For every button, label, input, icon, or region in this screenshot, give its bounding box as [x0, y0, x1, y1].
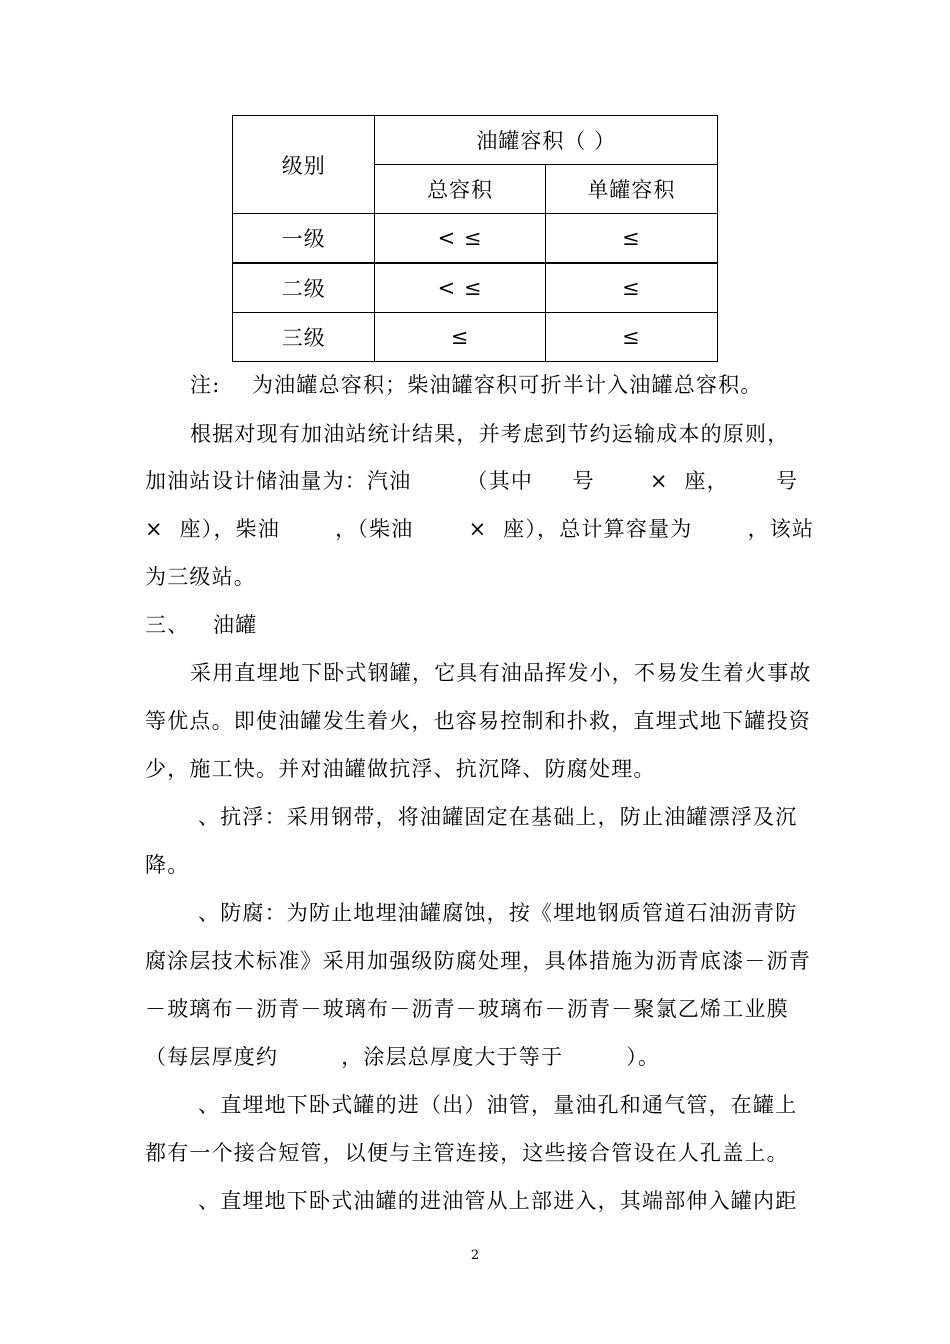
paragraph-line: －玻璃布－沥青－玻璃布－沥青－玻璃布－沥青－聚氯乙烯工业膜	[145, 997, 789, 1021]
paragraph-line: 少，施工快。并对油罐做抗浮、抗沉降、防腐处理。	[145, 757, 656, 781]
header-total-volume: 总容积	[375, 165, 545, 214]
paragraph-line: 为三级站。	[145, 565, 256, 589]
cell-single: ≤	[545, 214, 717, 264]
section-heading: 三、 油罐	[145, 613, 258, 637]
paragraph-line: 降。	[145, 853, 190, 877]
table-row	[233, 214, 718, 264]
tank-grade-table	[232, 115, 718, 362]
cell-level: 三级	[233, 313, 375, 362]
paragraph-line: 都有一个接合短管，以便与主管连接，这些接合管设在人孔盖上。	[145, 1141, 789, 1165]
paragraph-line: 根据对现有加油站统计结果，并考虑到节约运输成本的原则，	[190, 422, 790, 446]
cell-single: ≤	[545, 313, 717, 362]
paragraph-line: 、抗浮：采用钢带，将油罐固定在基础上，防止油罐漂浮及沉	[198, 805, 798, 829]
header-single-volume: 单罐容积	[545, 165, 717, 214]
paragraph-line: 采用直埋地下卧式钢罐，它具有油品挥发小，不易发生着火事故	[190, 661, 812, 685]
cell-total: ≤	[375, 313, 545, 362]
page-number: 2	[470, 1248, 480, 1263]
cell-level: 一级	[233, 214, 375, 264]
cell-level: 二级	[233, 263, 375, 313]
table-note: 注: 为油罐总容积；柴油罐容积可折半计入油罐总容积。	[190, 373, 763, 397]
table-row	[233, 313, 718, 362]
table-row	[233, 263, 718, 313]
paragraph-line: × 座），柴油 ，（柴油 × 座），总计算容量为 ，该站	[145, 517, 815, 541]
paragraph-line: 、直埋地下卧式罐的进（出）油管，量油孔和通气管，在罐上	[198, 1093, 798, 1117]
cell-total: < ≤	[375, 214, 545, 264]
header-level: 级别	[233, 116, 375, 214]
header-capacity: 油罐容积（ ）	[375, 116, 718, 165]
cell-total: < ≤	[375, 263, 545, 313]
paragraph-line: 等优点。即使油罐发生着火，也容易控制和扑救，直埋式地下罐投资	[145, 709, 811, 733]
cell-single: ≤	[545, 263, 717, 313]
paragraph-line: （每层厚度约 ，涂层总厚度大于等于 ）。	[145, 1045, 661, 1069]
paragraph-line: 、直埋地下卧式油罐的进油管从上部进入，其端部伸入罐内距	[198, 1189, 798, 1213]
paragraph-line: 腐涂层技术标准》采用加强级防腐处理，具体措施为沥青底漆－沥青	[145, 949, 811, 973]
paragraph-line: 、防腐：为防止地埋油罐腐蚀，按《埋地钢质管道石油沥青防	[198, 901, 798, 925]
paragraph-line: 加油站设计储油量为：汽油 （其中 号 × 座， 号	[145, 469, 799, 493]
